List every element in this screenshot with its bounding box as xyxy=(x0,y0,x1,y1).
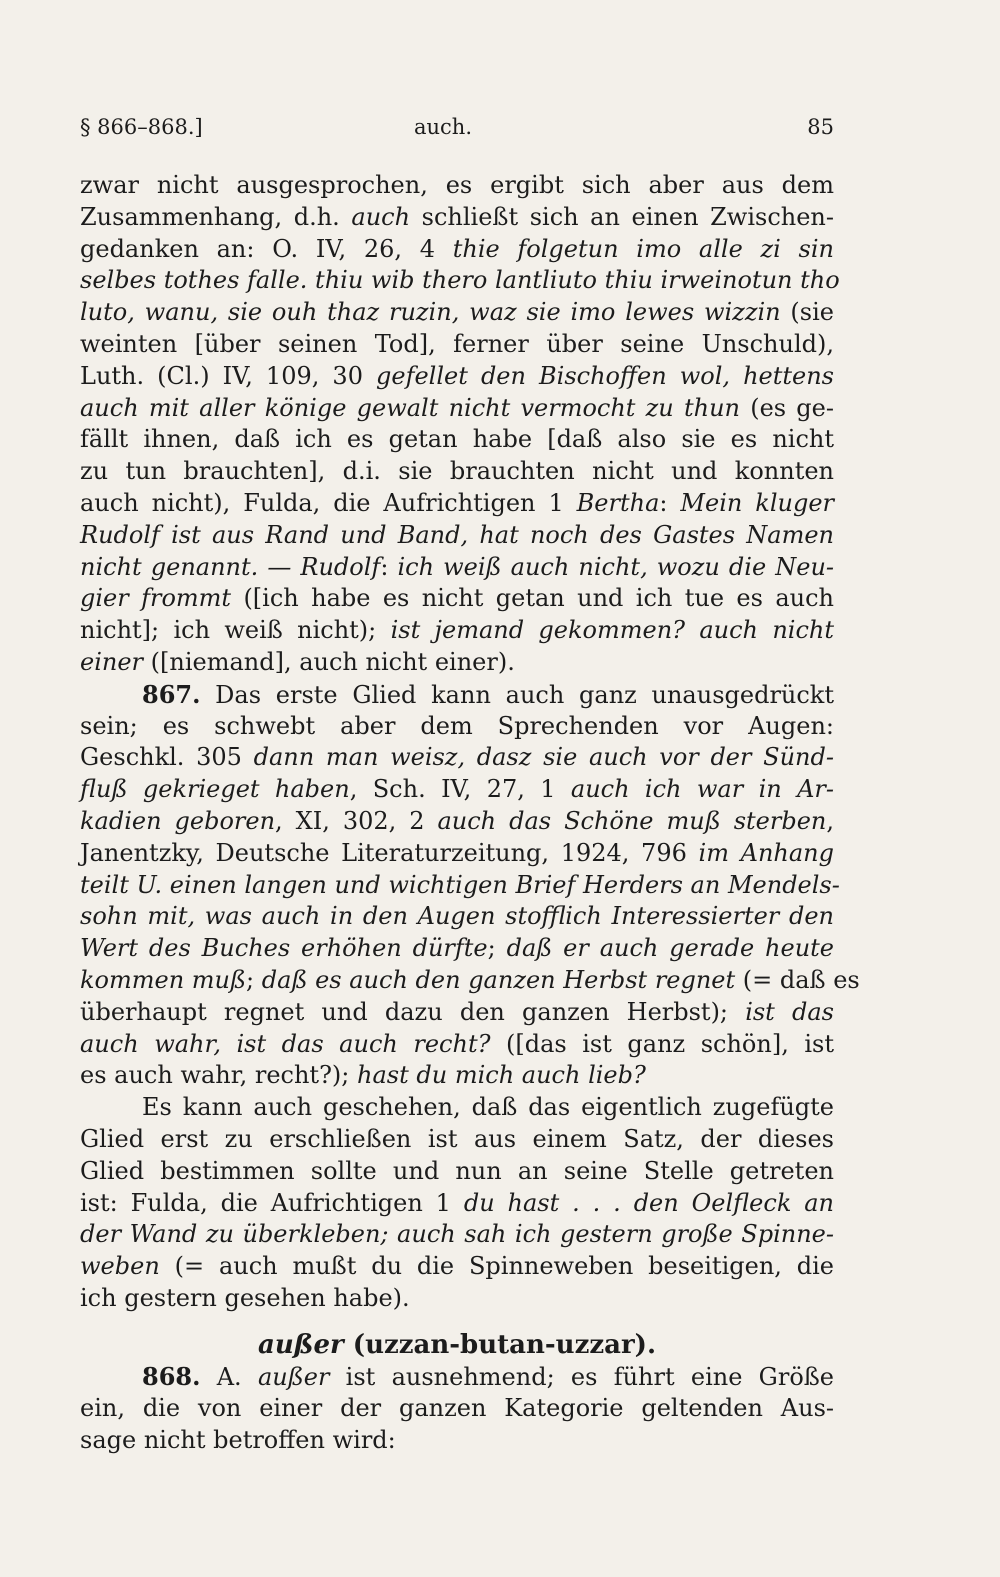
text-line xyxy=(80,361,834,393)
text-run: weinten [über seinen Tod], ferner über seine Unschuld), xyxy=(80,329,834,358)
text-run: Glied bestimmen sollte und nun an seine Stelle getreten xyxy=(80,1156,834,1185)
text-run: , Sch. IV, 27, 1 xyxy=(349,775,571,804)
text-run: A. xyxy=(200,1363,258,1392)
italic-run: ist das xyxy=(745,997,834,1026)
text-line xyxy=(80,1124,834,1156)
italic-run: thie folgetun imo alle zi sin xyxy=(452,234,834,263)
text-line xyxy=(80,806,834,838)
text-line xyxy=(80,329,834,361)
text-line xyxy=(80,1283,834,1315)
italic-run: gefellet den Bischoffen wol, hettens xyxy=(376,361,834,390)
text-run: ([das ist ganz schön], ist xyxy=(490,1029,834,1058)
text-run: Zusammenhang, d.h. xyxy=(80,202,352,231)
running-header xyxy=(80,112,834,142)
paragraph-first-line xyxy=(80,1092,834,1124)
text-line xyxy=(80,1219,834,1251)
italic-run: dann man weisz, dasz sie auch vor der Sünd- xyxy=(253,743,834,772)
text-run: Geschkl. 305 xyxy=(80,743,254,772)
italic-run: sohn mit, was auch in den Augen stofflich Interessierter den xyxy=(80,902,834,931)
text-run: ich gestern gesehen habe). xyxy=(80,1283,410,1312)
text-run: : xyxy=(659,488,681,517)
text-run: auch nicht), Fulda, die Aufrichtigen 1 xyxy=(80,488,577,517)
text-line xyxy=(80,1156,834,1188)
text-line xyxy=(80,901,834,933)
text-run: zu tun brauchten], d.i. sie brauchten nicht und konnten xyxy=(80,457,834,486)
italic-run: außer xyxy=(257,1329,344,1360)
page-number: 85 xyxy=(807,115,834,139)
text-line xyxy=(80,1188,834,1220)
italic-run: nicht genannt. — Rudolf xyxy=(80,552,381,581)
text-run: ; xyxy=(487,934,507,963)
running-title: auch. xyxy=(414,115,473,139)
text-run: zwar nicht ausgesprochen, es ergibt sich aber aus dem xyxy=(80,171,834,199)
spacer xyxy=(80,1315,834,1330)
italic-run: hast du mich auch lieb? xyxy=(357,1061,646,1090)
italic-run: kadien geboren xyxy=(80,806,276,835)
text-run: ist ausnehmend; es führt eine Größe xyxy=(329,1363,834,1392)
italic-run: der Wand zu überkleben; auch sah ich gestern große Spinne- xyxy=(80,1220,834,1249)
section-heading-ausser xyxy=(80,1330,834,1362)
text-line xyxy=(80,997,834,1029)
text-line xyxy=(80,393,834,425)
page-body xyxy=(80,170,860,1457)
text-line xyxy=(80,774,834,806)
italic-run: selbes tothes falle. thiu wib thero lantliuto thiu irweinotun tho xyxy=(80,266,840,295)
text-run: nicht]; ich weiß nicht); xyxy=(80,616,391,645)
text-line xyxy=(80,870,840,902)
text-run: Luth. (Cl.) IV, 109, 30 xyxy=(80,361,377,390)
section-868-heading-line xyxy=(80,1361,834,1393)
section-867-heading-line xyxy=(80,679,834,711)
section-range: § 866–868.] xyxy=(80,115,203,139)
text-run: , XI, 302, 2 xyxy=(275,806,438,835)
text-line xyxy=(80,456,834,488)
italic-run: ist jemand gekommen? auch nicht xyxy=(390,616,835,645)
text-run: ([niemand], auch nicht einer). xyxy=(143,647,515,676)
text-line xyxy=(80,170,834,202)
text-line xyxy=(80,265,840,297)
italic-run: auch wahr, ist das auch recht? xyxy=(80,1029,491,1058)
text-line xyxy=(80,615,834,647)
text-run: überhaupt regnet und dazu den ganzen Herbst); xyxy=(80,997,746,1026)
text-line xyxy=(80,711,834,743)
italic-run: auch ich war in Ar- xyxy=(570,775,835,804)
italic-run: ich weiß auch nicht, wozu die Neu- xyxy=(397,552,835,581)
text-run: es auch wahr, recht?); xyxy=(80,1061,358,1090)
italic-run: daß er auch gerade heute xyxy=(506,934,835,963)
italic-run: weben xyxy=(80,1252,160,1281)
text-line xyxy=(80,552,834,584)
italic-run: Wert des Buches erhöhen dürfte xyxy=(80,934,488,963)
italic-run: teilt U. einen langen und wichtigen Brief Herders an Mendels- xyxy=(80,870,840,899)
text-line xyxy=(80,1425,834,1457)
italic-run: außer xyxy=(257,1363,330,1392)
italic-run: gier frommt xyxy=(80,584,232,613)
text-run: (es ge- xyxy=(740,393,834,422)
italic-run: auch das Schöne muß sterben xyxy=(437,806,827,835)
italic-run: auch mit aller könige gewalt nicht vermocht zu thun xyxy=(80,393,740,422)
text-run: ; xyxy=(246,965,262,994)
text-run: , xyxy=(826,806,835,835)
italic-run: Bertha xyxy=(576,488,660,517)
text-run: : xyxy=(380,552,398,581)
text-line xyxy=(80,234,834,266)
italic-run: kommen muß xyxy=(80,965,247,994)
bold-run: 868. xyxy=(142,1362,201,1392)
italic-run: fluß gekrieget haben xyxy=(80,775,350,804)
bold-run: (uzzan-butan-uzzar). xyxy=(343,1329,657,1360)
text-line xyxy=(80,1393,834,1425)
text-run: Das erste Glied kann auch ganz unausgedrückt xyxy=(200,680,834,709)
text-run: ist: Fulda, die Aufrichtigen 1 xyxy=(80,1188,464,1217)
italic-run: einer xyxy=(80,647,144,676)
text-run: (= daß es xyxy=(735,965,860,994)
text-line xyxy=(80,1251,834,1283)
text-line xyxy=(80,742,834,774)
text-run: (= auch mußt du die Spinneweben beseitigen, die xyxy=(159,1252,834,1281)
text-line xyxy=(80,1060,834,1092)
text-run: Es kann auch geschehen, daß das eigentlich zugefügte xyxy=(142,1093,834,1122)
text-run: sein; es schwebt aber dem Sprechenden vor Augen: xyxy=(80,711,834,740)
italic-run: Mein kluger xyxy=(680,488,834,517)
text-run: ein, die von einer der ganzen Kategorie geltenden Aus- xyxy=(80,1394,834,1423)
text-line xyxy=(80,202,834,234)
text-line xyxy=(80,488,834,520)
text-line xyxy=(80,424,834,456)
italic-run: du hast . . . den Oelfleck an xyxy=(463,1188,835,1217)
text-line xyxy=(80,965,860,997)
text-line xyxy=(80,933,834,965)
text-line xyxy=(80,1029,834,1061)
italic-run: daß es auch den ganzen Herbst regnet xyxy=(261,965,736,994)
text-run: fällt ihnen, daß ich es getan habe [daß also sie es nicht xyxy=(80,425,834,454)
italic-run: Rudolf ist aus Rand und Band, hat noch des Gastes Namen xyxy=(80,520,834,549)
text-run: schließt sich an einen Zwischen- xyxy=(410,202,834,231)
italic-run: auch xyxy=(351,202,411,231)
text-run: (sie xyxy=(780,298,834,327)
text-run: sage nicht betroffen wird: xyxy=(80,1426,396,1455)
text-line xyxy=(80,520,834,552)
italic-run: im Anhang xyxy=(698,838,834,867)
text-run: Glied erst zu erschließen ist aus einem Satz, der dieses xyxy=(80,1124,834,1153)
text-run: Janentzky, Deutsche Literaturzeitung, 1924, 796 xyxy=(80,838,699,867)
text-line xyxy=(80,583,834,615)
text-line xyxy=(80,297,834,329)
text-line xyxy=(80,647,834,679)
text-run: ([ich habe es nicht getan und ich tue es auch xyxy=(231,584,834,613)
italic-run: luto, wanu, sie ouh thaz ruzin, waz sie imo lewes wizzin xyxy=(80,298,781,327)
bold-run: 867. xyxy=(142,679,201,709)
text-run: gedanken an: O. IV, 26, 4 xyxy=(80,234,453,263)
text-line xyxy=(80,838,834,870)
